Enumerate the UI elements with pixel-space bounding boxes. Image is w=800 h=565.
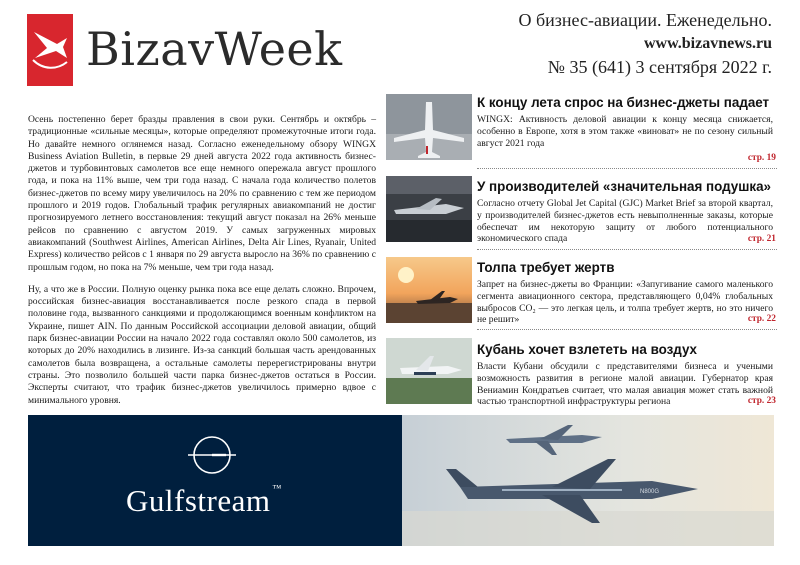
news-title[interactable]: У производителей «значительная подушка» (477, 179, 771, 194)
divider (477, 249, 777, 250)
small-aircraft-image (386, 338, 472, 404)
plane-logo-icon (27, 14, 73, 86)
gulfstream-jets-image (402, 415, 774, 546)
aircraft-registration: N800G (640, 489, 660, 495)
news-thumbnail[interactable] (386, 176, 472, 242)
trademark-mark: ™ (272, 483, 282, 493)
website-link[interactable]: www.bizavnews.ru (643, 35, 772, 52)
jet-hangar-image (386, 176, 472, 242)
news-thumbnail[interactable] (386, 338, 472, 404)
jet-sunset-image (386, 257, 472, 323)
page-ref[interactable]: стр. 19 (747, 153, 776, 163)
news-summary: Власти Кубани обсудили с представителями бизнеса и учеными возможность развития в регионе малой авиации. Губернатор края Вениамин Кондратьев считает, что малая авиация может стать важной частью транспортной инфраструктуры региона (477, 361, 773, 408)
gulfstream-ad-banner[interactable] (28, 415, 774, 546)
news-summary: WINGX: Активность деловой авиации к концу месяца снижается, особенно в Европе, хотя в этом также «виноват» не по сезону сильный август 2021 года (477, 114, 773, 149)
issue-number: № 35 (641) 3 сентября 2022 г. (547, 57, 772, 77)
page-ref[interactable]: стр. 22 (747, 314, 776, 324)
news-summary: Согласно отчету Global Jet Capital (GJC) Market Brief за второй квартал, у производителей бизнес-джетов есть невыполненные заказы, которые обеспечат им некоторую защиту от любого потенциального экономического спада (477, 198, 773, 245)
news-title[interactable]: Кубань хочет взлететь на воздух (477, 342, 698, 357)
ad-brand-name: Gulfstream ™ (126, 483, 282, 518)
lead-paragraph: Ну, а что же в России. Полную оценку рынка пока все еще делать сложно. Впрочем, российская бизнес-авиация восстанавливается после резкого спада в первой половине года, вызванного санкциями и продолжающимся военным конфликтом на Украине, пишет AIN. По данным Российской ассоциации деловой авиации, общий парк бизнес-авиации России на начало 2022 года составлял около 500 самолетов, из которых до 20% находились в лизинге. Из-за санкций большая часть арендованных самолетов была возвращена, а остальные самолеты перерегистрированы внутри страны. Это позволило большей части парка бизнес-джетов остаться в России. Эксперты считают, что трафик бизнес-джетов увеличилось примерно вдвое с минимального уровня. (28, 283, 376, 406)
news-title[interactable]: К концу лета спрос на бизнес-джеты падает (477, 95, 770, 110)
divider (477, 329, 777, 330)
ad-brand-panel (28, 415, 402, 546)
ad-photo (402, 415, 774, 546)
logo-wordmark: BizavWeek (86, 22, 343, 76)
page-ref[interactable]: стр. 23 (747, 396, 776, 406)
lead-article (28, 114, 376, 417)
gulfstream-g-icon (184, 433, 240, 477)
news-thumbnail[interactable] (386, 257, 472, 323)
news-thumbnail[interactable] (386, 94, 472, 160)
news-title[interactable]: Толпа требует жертв (477, 260, 615, 275)
jet-top-view-image (386, 94, 472, 160)
tagline: О бизнес-авиации. Еженедельно. (518, 10, 772, 30)
page-ref[interactable]: стр. 21 (747, 234, 776, 244)
logo-mark (27, 14, 73, 86)
news-summary: Запрет на бизнес-джеты во Франции: «Запугивание самого маленького сегмента авиационного сектора, представляющего 0,04% глобальных выбросов CO₂ — это легкая цель, и толпа требует жертв, но это ничего не решит» (477, 279, 773, 326)
divider (477, 168, 777, 169)
lead-paragraph: Осень постепенно берет бразды правления в свои руки. Сентябрь и октябрь – традиционные «сильные месяцы», которые определяют промежуточные итоги года. Но давайте немного оглянемся назад. Согласно еженедельному обзору WINGX Business Aviation Bulletin, в первые 29 дней августа 2022 года активность бизнес-джетов и турбовинтовых самолетов все еще немного опережала август прошлого года, и пока на 11% выше, чем три года назад. С начала года количество полетов бизнес-джетов по всему миру увеличилось на 20% по сравнению с тем же периодом прошлого и 2019 годов. Глобальный трафик регулярных авиакомпаний не достиг прогнозируемого летнего восстановления: текущий август показал на 26% меньше рейсов по сравнению с августом 2019. У самых загруженных мировых авиакомпаний (Southwest Airlines, American Airlines, Delta Air Lines, Ryanair, United Express) количество рейсов с 1 января по 29 августа выросло на 36% по сравнению с прошлым годом, но пока на 7% меньше, чем три года назад. (28, 114, 376, 273)
